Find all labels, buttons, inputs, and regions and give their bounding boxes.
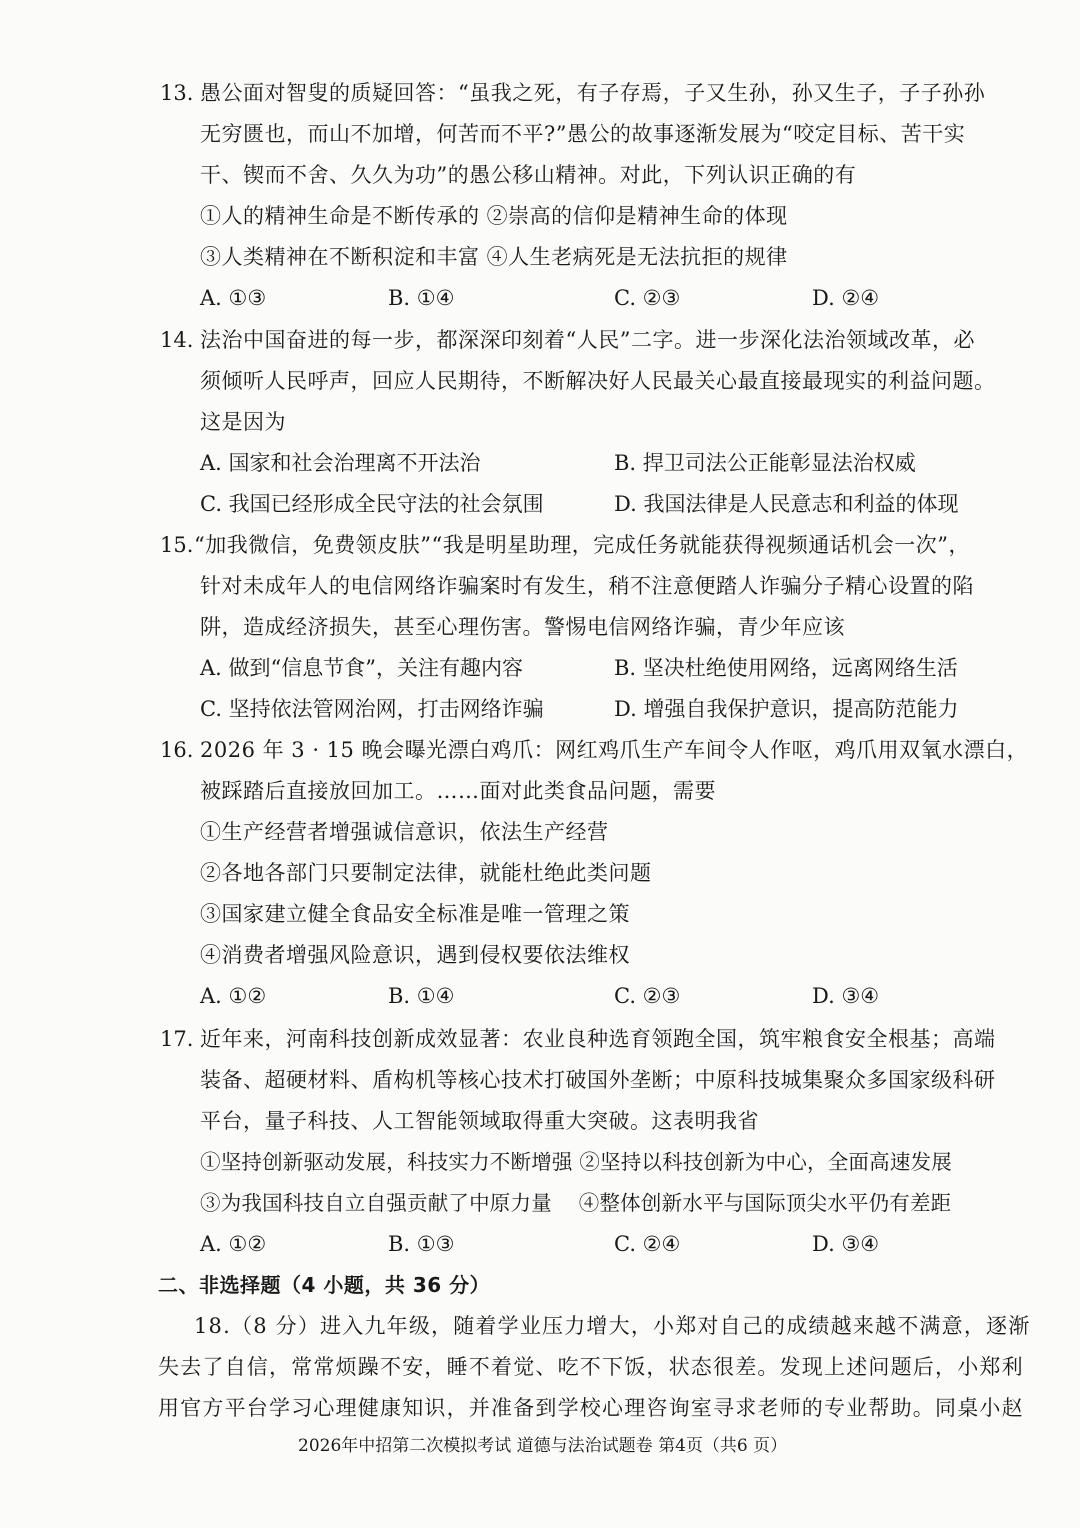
question-stem-line: 平台，量子科技、人工智能领域取得重大突破。这表明我省 [200, 1109, 759, 1133]
option-b: B. 坚决杜绝使用网络，远离网络生活 [614, 656, 958, 680]
question-stem-line: 无穷匮也，而山不加增，何苦而不平?”愚公的故事逐渐发展为“咬定目标、苦干实 [200, 122, 966, 146]
option-a: A. ①② [200, 984, 267, 1008]
option-b: B. 捍卫司法公正能彰显法治权威 [614, 451, 916, 475]
question-stem-line: “加我微信，免费领皮肤”“我是明星助理，完成任务就能获得视频通话机会一次”， [194, 533, 970, 557]
question-number: 16. [160, 738, 194, 762]
statement-line: ①人的精神生命是不断传承的 ②崇高的信仰是精神生命的体现 [200, 204, 788, 228]
option-a: A. ①③ [200, 286, 267, 310]
section-heading: 二、非选择题（4 小题，共 36 分） [158, 1273, 491, 1297]
question-stem-line: 须倾听人民呼声，回应人民期待，不断解决好人民最关心最直接最现实的利益问题。 [200, 369, 996, 393]
statement-line: ④消费者增强风险意识，遇到侵权要依法维权 [200, 943, 630, 967]
question-number: 14. [160, 328, 194, 352]
option-d: D. ③④ [812, 984, 880, 1008]
option-a: A. 国家和社会治理离不开法治 [200, 451, 481, 475]
option-a: A. 做到“信息节食”，关注有趣内容 [200, 656, 523, 680]
question-number: 13. [160, 81, 194, 105]
option-c: C. 坚持依法管网治网，打击网络诈骗 [200, 697, 544, 721]
option-d: D. 我国法律是人民意志和利益的体现 [614, 492, 959, 516]
option-d: D. ②④ [812, 286, 880, 310]
statement-line: ①生产经营者增强诚信意识，依法生产经营 [200, 820, 609, 844]
option-d: D. 增强自我保护意识，提高防范能力 [614, 697, 959, 721]
option-c: C. 我国已经形成全民守法的社会氛围 [200, 492, 544, 516]
question-stem-line: 法治中国奋进的每一步，都深深印刻着“人民”二字。进一步深化法治领域改革，必 [200, 328, 975, 352]
option-a: A. ①② [200, 1232, 267, 1256]
question-stem-line: 被踩踏后直接放回加工。……面对此类食品问题，需要 [200, 779, 716, 803]
option-b: B. ①④ [388, 984, 455, 1008]
option-b: B. ①③ [388, 1232, 455, 1256]
option-c: C. ②④ [614, 1232, 681, 1256]
option-b: B. ①④ [388, 286, 455, 310]
question-stem-line: 愚公面对智叟的质疑回答：“虽我之死，有子存焉，子又生孙，孙又生子，子子孙孙 [200, 81, 986, 105]
statement-line: ③为我国科技自立自强贡献了中原力量 ④整体创新水平与国际顶尖水平仍有差距 [200, 1191, 952, 1215]
question-number: 17. [160, 1027, 194, 1051]
question-text-line: 18.（8 分）进入九年级，随着学业压力增大，小郑对自己的成绩越来越不满意，逐渐 [194, 1314, 1031, 1338]
page-footer: 2026年中招第二次模拟考试 道德与法治试题卷 第4页（共6 页） [298, 1436, 788, 1456]
question-text-line: 用官方平台学习心理健康知识，并准备到学校心理咨询室寻求老师的专业帮助。同桌小赵 [158, 1396, 1024, 1420]
question-stem-line: 阱，造成经济损失，甚至心理伤害。警惕电信网络诈骗，青少年应该 [200, 615, 845, 639]
statement-line: ③人类精神在不断积淀和丰富 ④人生老病死是无法抗拒的规律 [200, 245, 788, 269]
question-stem-line: 近年来，河南科技创新成效显著：农业良种选育领跑全国，筑牢粮食安全根基；高端 [200, 1027, 996, 1051]
question-number: 15. [160, 533, 194, 557]
statement-line: ①坚持创新驱动发展，科技实力不断增强 ②坚持以科技创新为中心，全面高速发展 [200, 1150, 952, 1174]
option-c: C. ②③ [614, 286, 681, 310]
question-stem-line: 干、锲而不舍、久久为功”的愚公移山精神。对此，下列认识正确的有 [200, 163, 857, 187]
statement-line: ③国家建立健全食品安全标准是唯一管理之策 [200, 902, 630, 926]
option-d: D. ③④ [812, 1232, 880, 1256]
question-stem-line: 这是因为 [200, 410, 286, 434]
question-text-line: 失去了自信，常常烦躁不安，睡不着觉、吃不下饭，状态很差。发现上述问题后，小郑利 [158, 1355, 1024, 1379]
option-c: C. ②③ [614, 984, 681, 1008]
statement-line: ②各地各部门只要制定法律，就能杜绝此类问题 [200, 861, 652, 885]
question-stem-line: 2026 年 3 · 15 晚会曝光漂白鸡爪：网红鸡爪生产车间令人作呕，鸡爪用双氧水漂白， [200, 738, 1029, 762]
question-stem-line: 装备、超硬材料、盾构机等核心技术打破国外垄断；中原科技城集聚众多国家级科研 [200, 1068, 996, 1092]
question-stem-line: 针对未成年人的电信网络诈骗案时有发生，稍不注意便踏人诈骗分子精心设置的陷 [200, 574, 974, 598]
